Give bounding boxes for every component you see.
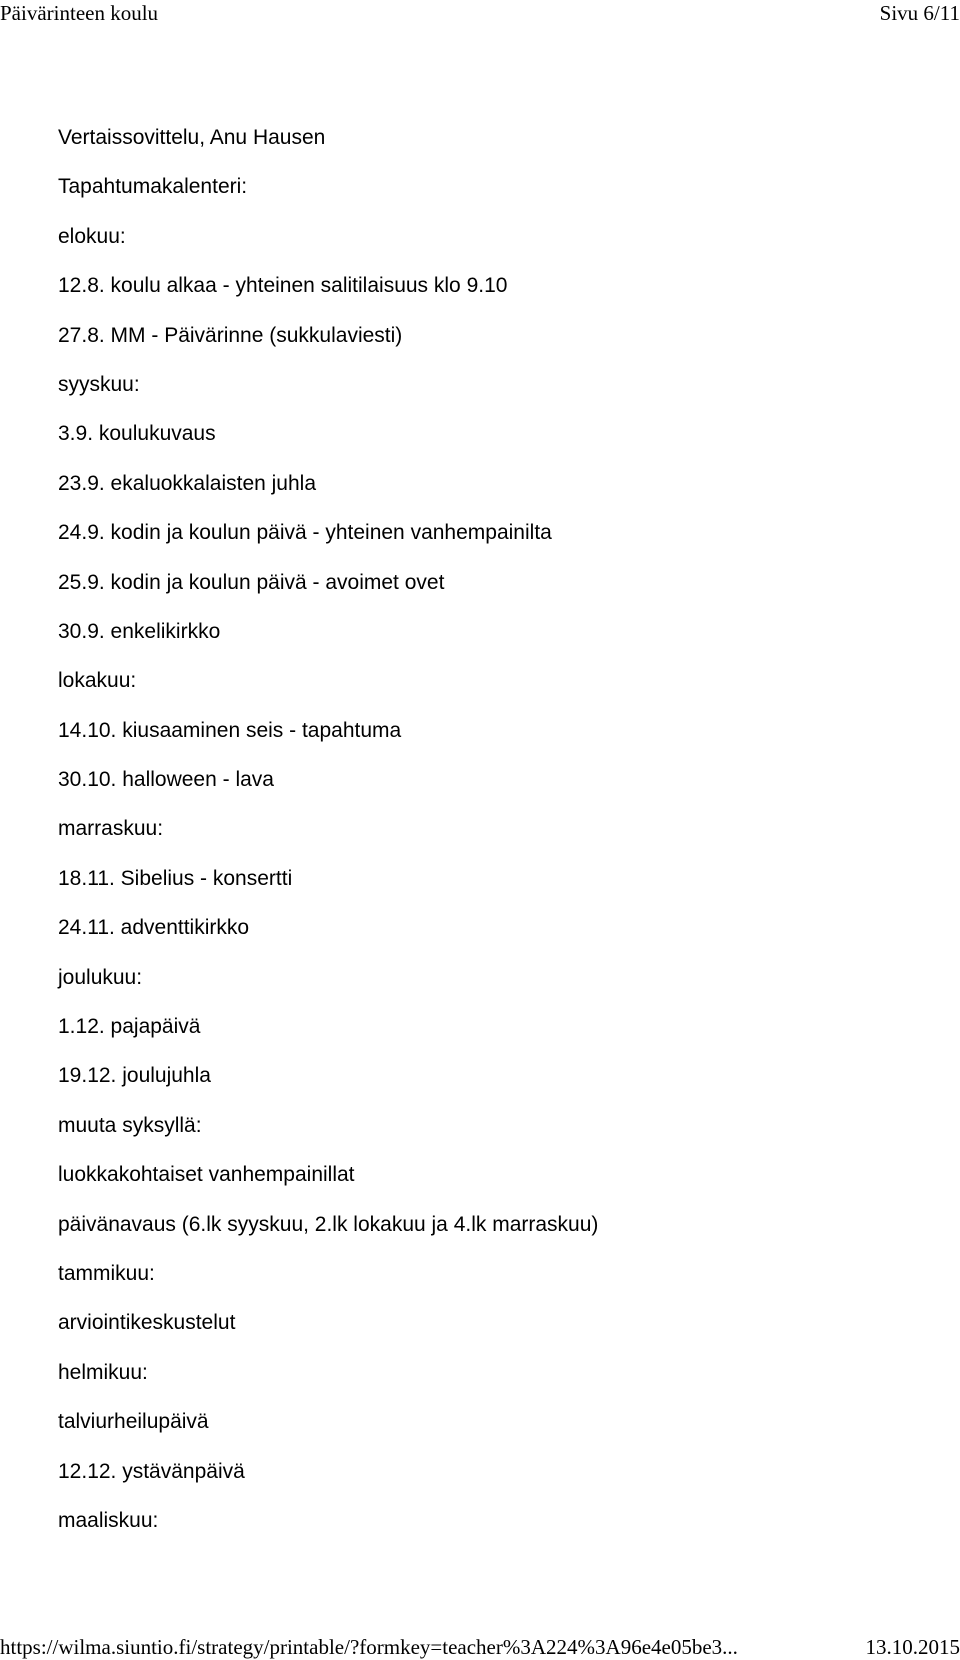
event-item: 24.11. adventtikirkko [58, 916, 250, 940]
month-heading: joulukuu: [58, 965, 143, 989]
event-item: 12.12. ystävänpäivä [58, 1459, 245, 1483]
event-item: 14.10. kiusaaminen seis - tapahtuma [58, 718, 402, 742]
event-item: 23.9. ekaluokkalaisten juhla [58, 471, 317, 495]
footer-url: https://wilma.siuntio.fi/strategy/printable/?formkey=teacher%3A224%3A96e4e05be3... [0, 1635, 738, 1659]
event-item: arviointikeskustelut [58, 1311, 236, 1335]
event-item: 25.9. kodin ja koulun päivä - avoimet ovet [58, 570, 445, 594]
month-heading: marraskuu: [58, 817, 164, 841]
month-heading: tammikuu: [58, 1261, 155, 1285]
section-heading: muuta syksyllä: [58, 1113, 202, 1137]
document-body [58, 124, 938, 1556]
event-item: 30.10. halloween - lava [58, 768, 274, 792]
text-line: Vertaissovittelu, Anu Hausen [58, 126, 326, 149]
event-item: 18.11. Sibelius - konsertti [58, 866, 293, 890]
month-heading: helmikuu: [58, 1360, 148, 1384]
section-heading: Tapahtumakalenteri: [58, 175, 248, 199]
event-item: 30.9. enkelikirkko [58, 619, 221, 643]
event-item: 3.9. koulukuvaus [58, 422, 216, 446]
month-heading: syyskuu: [58, 372, 140, 396]
page-header-title: Päivärinteen koulu [0, 1, 159, 25]
month-heading: elokuu: [58, 224, 126, 248]
event-item: päivänavaus (6.lk syyskuu, 2.lk lokakuu ja 4.lk marraskuu) [58, 1212, 599, 1236]
footer-date: 13.10.2015 [865, 1635, 960, 1659]
month-heading: maaliskuu: [58, 1508, 159, 1532]
page-number: Sivu 6/11 [879, 1, 960, 25]
event-item: 12.8. koulu alkaa - yhteinen salitilaisuus klo 9.10 [58, 274, 508, 298]
event-item: 1.12. pajapäivä [58, 1015, 201, 1039]
event-item: 27.8. MM - Päivärinne (sukkulaviesti) [58, 323, 403, 347]
event-item: talviurheilupäivä [58, 1410, 209, 1434]
month-heading: lokakuu: [58, 669, 137, 693]
event-item: luokkakohtaiset vanhempainillat [58, 1163, 355, 1187]
event-item: 19.12. joulujuhla [58, 1064, 211, 1088]
event-item: 24.9. kodin ja koulun päivä - yhteinen vanhempainilta [58, 521, 552, 545]
